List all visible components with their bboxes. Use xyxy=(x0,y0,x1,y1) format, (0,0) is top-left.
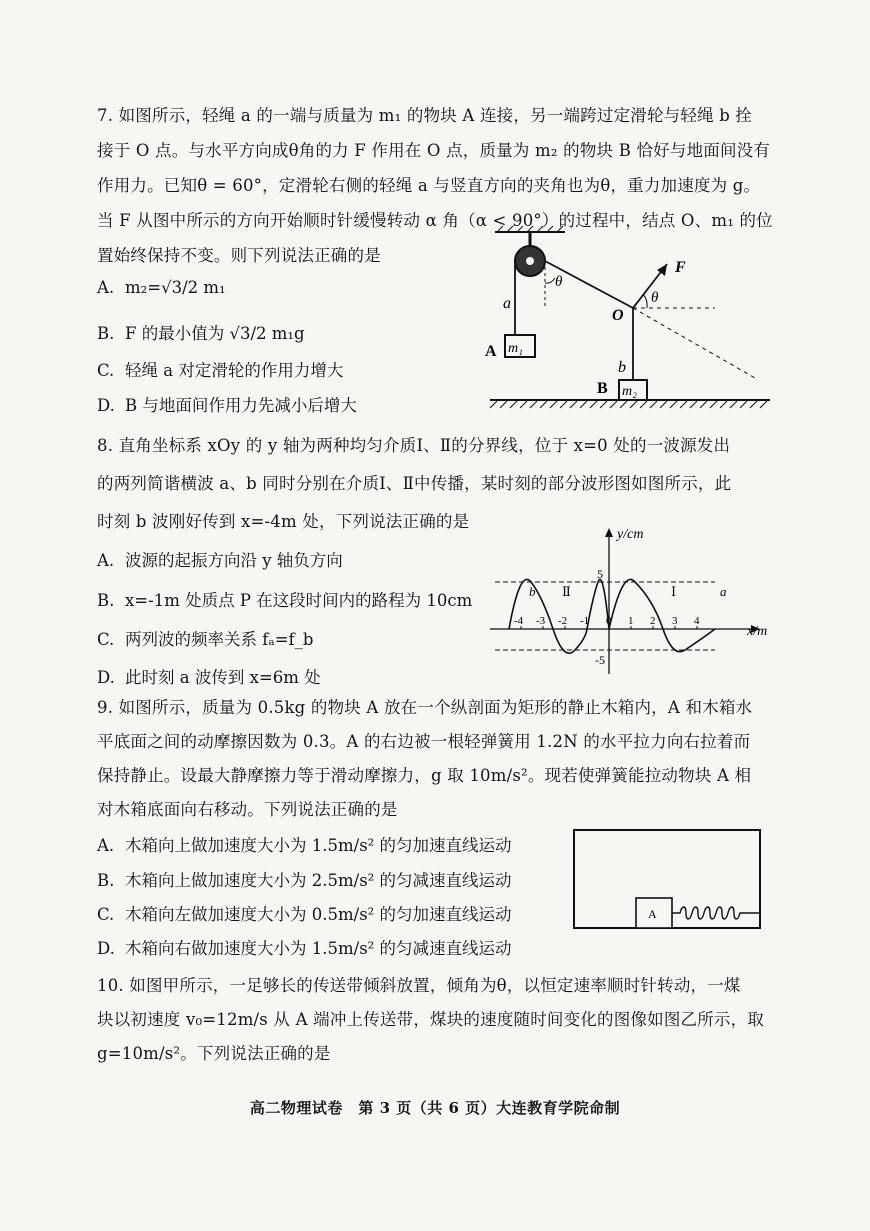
force-f-label: F xyxy=(675,259,686,276)
q7-line-1: 7. 如图所示，轻绳 a 的一端与质量为 m₁ 的物块 A 连接，另一端跨过定滑轮与轻绳 b 拴 xyxy=(97,106,753,125)
q10-line-2: 块以初速度 v₀=12m/s 从 A 端冲上传送带，煤块的速度随时间变化的图像如图乙所示，取 xyxy=(97,1010,765,1029)
x-axis-label: x/m xyxy=(747,624,768,639)
q8-line-2: 的两列简谐横波 a、b 同时分别在介质Ⅰ、Ⅱ中传播，某时刻的部分波形图如图所示，此 xyxy=(97,474,732,493)
x-tick-label: 2 xyxy=(650,615,656,627)
q9-option-d xyxy=(97,935,512,959)
theta-label-1: θ xyxy=(555,274,563,290)
option-label: C. xyxy=(97,905,115,924)
q7-line-2: 接于 O 点。与水平方向成θ角的力 F 作用在 O 点，质量为 m₂ 的物块 B 恰好与地面间没有 xyxy=(97,141,771,160)
x-tick-label: -2 xyxy=(558,615,568,627)
theta-label-2: θ xyxy=(651,290,659,306)
q7-option-c xyxy=(97,357,343,381)
x-tick-label: 3 xyxy=(672,615,678,627)
option-text: x=-1m 处质点 P 在这段时间内的路程为 10cm xyxy=(125,591,473,610)
q9-option-a xyxy=(97,832,512,856)
option-text: F 的最小值为 √3/2 m₁g xyxy=(125,324,305,343)
x-tick-label: -3 xyxy=(536,615,546,627)
q8-option-b xyxy=(97,587,472,611)
option-label: D. xyxy=(97,396,115,415)
block-b-label: B xyxy=(597,380,608,397)
wave-b-label: b xyxy=(529,584,536,599)
q7-pulley-figure xyxy=(485,228,775,418)
q7-option-d xyxy=(97,392,357,416)
option-text: m₂=√3/2 m₁ xyxy=(125,278,226,297)
x-tick-label: 1 xyxy=(628,615,634,627)
node-o-label: O xyxy=(612,307,624,324)
option-label: B. xyxy=(97,871,115,890)
option-label: C. xyxy=(97,630,115,649)
q9-line-1: 9. 如图所示，质量为 0.5kg 的物块 A 放在一个纵剖面为矩形的静止木箱内，A 和木箱水 xyxy=(97,698,753,717)
option-label: D. xyxy=(97,668,115,687)
option-label: A. xyxy=(97,836,115,855)
q9-option-c xyxy=(97,901,512,925)
y-pos-tick: 5 xyxy=(597,567,603,581)
q9-box-figure xyxy=(570,826,770,936)
block-a-label: A xyxy=(648,907,657,921)
option-text: B 与地面间作用力先减小后增大 xyxy=(125,396,357,415)
option-text: 此时刻 a 波传到 x=6m 处 xyxy=(125,668,321,687)
q9-line-3: 保持静止。设最大静摩擦力等于滑动摩擦力，g 取 10m/s²。现若使弹簧能拉动物块 A 相 xyxy=(97,766,752,785)
x-tick-label: -1 xyxy=(580,615,590,627)
x-tick-label: 4 xyxy=(694,615,700,627)
q7-option-b xyxy=(97,320,305,344)
option-label: D. xyxy=(97,939,115,958)
option-label: B. xyxy=(97,324,115,343)
q8-option-d xyxy=(97,664,321,688)
y-axis-label: y/cm xyxy=(617,527,644,542)
option-text: 两列波的频率关系 fₐ=f_b xyxy=(125,630,314,649)
q7-line-3: 作用力。已知θ = 60°，定滑轮右侧的轻绳 a 与竖直方向的夹角也为θ，重力加速度为 g。 xyxy=(97,176,761,195)
q8-line-3: 时刻 b 波刚好传到 x=-4m 处，下列说法正确的是 xyxy=(97,512,470,531)
option-label: A. xyxy=(97,551,115,570)
region-ii-label: Ⅱ xyxy=(562,584,571,599)
option-text: 木箱向上做加速度大小为 1.5m/s² 的匀加速直线运动 xyxy=(125,836,512,855)
x-tick-label: -4 xyxy=(514,615,524,627)
option-text: 木箱向左做加速度大小为 0.5m/s² 的匀加速直线运动 xyxy=(125,905,512,924)
q8-line-1: 8. 直角坐标系 xOy 的 y 轴为两种均匀介质Ⅰ、Ⅱ的分界线，位于 x=0 处的一波源发出 xyxy=(97,436,731,455)
q9-line-4: 对木箱底面向右移动。下列说法正确的是 xyxy=(97,800,398,819)
q8-wave-figure xyxy=(485,522,785,682)
spring-icon xyxy=(672,907,760,919)
option-text: 波源的起振方向沿 y 轴负方向 xyxy=(125,551,343,570)
q8-option-c xyxy=(97,626,313,650)
m2-label: m₂ xyxy=(622,384,637,399)
rope-b-label: b xyxy=(618,359,626,376)
x-tick-label: 0 xyxy=(606,615,612,627)
q7-line-4: 当 F 从图中所示的方向开始顺时针缓慢转动 α 角（α < 90°）的过程中，结点 O、m₁ 的位 xyxy=(97,211,773,230)
option-text: 木箱向右做加速度大小为 1.5m/s² 的匀减速直线运动 xyxy=(125,939,512,958)
option-text: 轻绳 a 对定滑轮的作用力增大 xyxy=(125,361,344,380)
option-label: A. xyxy=(97,278,115,297)
q10-line-1: 10. 如图甲所示，一足够长的传送带倾斜放置，倾角为θ，以恒定速率顺时针转动，一煤 xyxy=(97,976,741,995)
q9-line-2: 平底面之间的动摩擦因数为 0.3。A 的右边被一根轻弹簧用 1.2N 的水平拉力向右拉着而 xyxy=(97,732,751,751)
option-label: C. xyxy=(97,361,115,380)
y-neg-tick: -5 xyxy=(595,653,605,667)
q7-line-5: 置始终保持不变。则下列说法正确的是 xyxy=(97,246,381,265)
q8-option-a xyxy=(97,547,343,571)
wave-a-label: a xyxy=(720,584,727,599)
q10-line-3: g=10m/s²。下列说法正确的是 xyxy=(97,1044,331,1063)
m1-label: m₁ xyxy=(508,341,523,356)
region-i-label: Ⅰ xyxy=(671,584,677,599)
block-a-label: A xyxy=(485,343,497,360)
q9-option-b xyxy=(97,867,512,891)
option-text: 木箱向上做加速度大小为 2.5m/s² 的匀减速直线运动 xyxy=(125,871,512,890)
option-label: B. xyxy=(97,591,115,610)
rope-a-label: a xyxy=(503,295,511,312)
page-footer: 高二物理试卷 第 3 页（共 6 页）大连教育学院命制 xyxy=(249,1099,621,1117)
q7-option-a xyxy=(97,278,226,297)
